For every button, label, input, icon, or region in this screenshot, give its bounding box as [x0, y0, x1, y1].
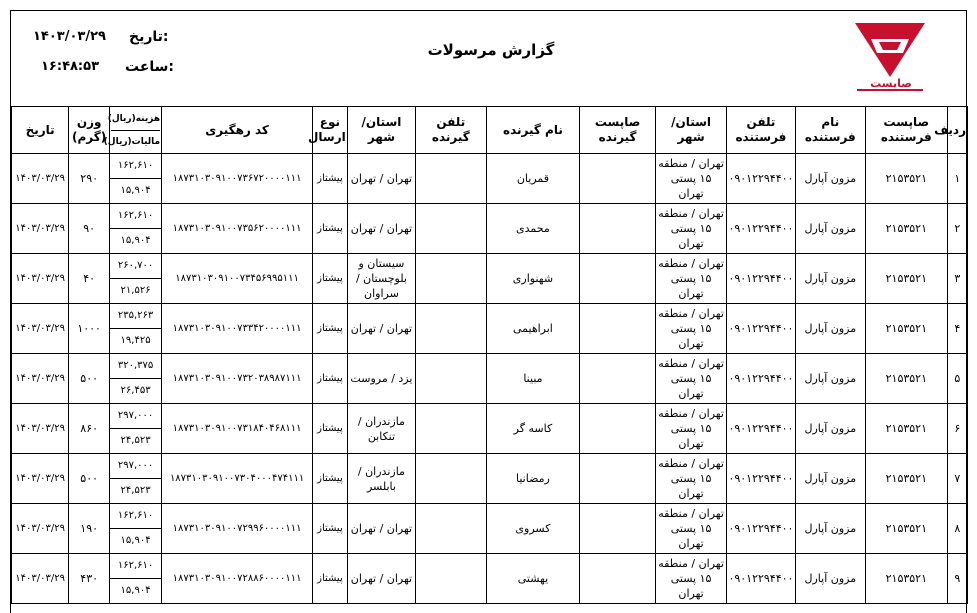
- cell-cost-value: ۱۶۲,۶۱۰: [110, 204, 161, 229]
- cell-date: ۱۴۰۳/۰۳/۲۹: [12, 254, 69, 304]
- cell-cost: [110, 554, 162, 604]
- cell-tracking: ۱۸۷۳۱۰۳۰۹۱۰۰۷۳۶۷۲۰۰۰۰۱۱۱: [162, 154, 313, 204]
- cell-receiver-phone: [416, 554, 486, 604]
- cell-send-type: پیشتاز: [313, 254, 348, 304]
- cell-tracking: ۱۸۷۳۱۰۳۰۹۱۰۰۷۳۴۵۶۹۹۵۱۱۱: [162, 254, 313, 304]
- cell-sender-province: تهران / منطقه ۱۵ پستی تهران: [655, 304, 726, 354]
- table-row: [12, 154, 968, 204]
- cell-tax-value: ۱۵,۹۰۴: [120, 185, 151, 196]
- cell-date: ۱۴۰۳/۰۳/۲۹: [12, 554, 69, 604]
- cell-tax-value: ۲۴,۵۲۳: [120, 435, 151, 446]
- cell-receiver-code: [580, 504, 656, 554]
- cell-sender-phone: ۰۹۰۱۲۲۹۴۴۰۰: [727, 454, 795, 504]
- cell-sender-province: تهران / منطقه ۱۵ پستی تهران: [655, 504, 726, 554]
- cell-receiver-name: رمضانیا: [486, 454, 580, 504]
- cell-receiver-province: تهران / تهران: [347, 204, 415, 254]
- shipments-table: [11, 106, 968, 604]
- cell-send-type: پیشتاز: [313, 404, 348, 454]
- cell-receiver-phone: [416, 154, 486, 204]
- report-page: [10, 10, 967, 613]
- cell-receiver-code: [580, 204, 656, 254]
- cell-send-type: پیشتاز: [313, 454, 348, 504]
- table-row: [12, 554, 968, 604]
- cell-send-type: پیشتاز: [313, 304, 348, 354]
- cell-sender-name: مزون آپارل: [795, 204, 865, 254]
- date-label: تاریخ:: [129, 29, 169, 45]
- table-row: [12, 504, 968, 554]
- cell-date: ۱۴۰۳/۰۳/۲۹: [12, 304, 69, 354]
- cell-row: ۲: [947, 204, 967, 254]
- cell-date: ۱۴۰۳/۰۳/۲۹: [12, 354, 69, 404]
- table-row: [12, 204, 968, 254]
- cell-receiver-province: مازندران / بابلسر: [347, 454, 415, 504]
- col-cost-top: هزینه(ریال): [111, 108, 160, 131]
- cell-receiver-code: [580, 354, 656, 404]
- cell-sender-phone: ۰۹۰۱۲۲۹۴۴۰۰: [727, 254, 795, 304]
- cell-sender-code: ۲۱۵۳۵۲۱: [866, 454, 948, 504]
- cell-receiver-phone: [416, 254, 486, 304]
- cell-date: ۱۴۰۳/۰۳/۲۹: [12, 154, 69, 204]
- cell-receiver-province: تهران / تهران: [347, 504, 415, 554]
- col-cost-bottom: مالیات(ریال): [103, 136, 161, 147]
- cell-weight: ۱۰۰۰: [69, 304, 110, 354]
- col-tracking: کد رهگیری: [162, 107, 313, 154]
- cell-weight: ۵۰۰: [69, 454, 110, 504]
- cell-sender-code: ۲۱۵۳۵۲۱: [866, 404, 948, 454]
- cell-receiver-province: سیستان و بلوچستان / سراوان: [347, 254, 415, 304]
- cell-cost-value: ۱۶۲,۶۱۰: [110, 154, 161, 179]
- cell-cost-value: ۱۶۲,۶۱۰: [110, 504, 161, 529]
- cell-cost-value: ۳۲۰,۳۷۵: [110, 354, 161, 379]
- cell-sender-name: مزون آپارل: [795, 554, 865, 604]
- cell-tracking: ۱۸۷۳۱۰۳۰۹۱۰۰۷۳۱۸۴۰۴۶۸۱۱۱: [162, 404, 313, 454]
- cell-cost: [110, 404, 162, 454]
- table-row: [12, 354, 968, 404]
- cell-row: ۴: [947, 304, 967, 354]
- cell-weight: ۱۹۰: [69, 504, 110, 554]
- cell-tax-value: ۱۵,۹۰۴: [120, 535, 151, 546]
- cell-sender-code: ۲۱۵۳۵۲۱: [866, 304, 948, 354]
- cell-sender-province: تهران / منطقه ۱۵ پستی تهران: [655, 404, 726, 454]
- cell-sender-province: تهران / منطقه ۱۵ پستی تهران: [655, 154, 726, 204]
- cell-receiver-phone: [416, 304, 486, 354]
- cell-sender-name: مزون آپارل: [795, 304, 865, 354]
- cell-tax-value: ۱۹,۴۲۵: [120, 335, 151, 346]
- cell-sender-phone: ۰۹۰۱۲۲۹۴۴۰۰: [727, 504, 795, 554]
- table-body: [12, 154, 968, 604]
- cell-receiver-province: تهران / تهران: [347, 304, 415, 354]
- cell-receiver-phone: [416, 404, 486, 454]
- col-sender-code: صاپست فرستنده: [866, 107, 948, 154]
- cell-date: ۱۴۰۳/۰۳/۲۹: [12, 404, 69, 454]
- col-row: ردیف: [947, 107, 967, 154]
- cell-receiver-code: [580, 304, 656, 354]
- col-send-type: نوع ارسال: [313, 107, 348, 154]
- cell-sender-province: تهران / منطقه ۱۵ پستی تهران: [655, 204, 726, 254]
- cell-row: ۵: [947, 354, 967, 404]
- cell-tax-value: ۲۴,۵۲۳: [120, 485, 151, 496]
- time-value: ۱۶:۴۸:۵۳: [41, 59, 100, 74]
- cell-receiver-name: قمریان: [486, 154, 580, 204]
- cell-receiver-name: شهنواری: [486, 254, 580, 304]
- cell-weight: ۴۰: [69, 254, 110, 304]
- col-receiver-code: صاپست گیرنده: [580, 107, 656, 154]
- table-row: [12, 454, 968, 504]
- cell-cost: [110, 154, 162, 204]
- cell-weight: ۲۹۰: [69, 154, 110, 204]
- cell-receiver-name: کاسه گر: [486, 404, 580, 454]
- col-cost: [103, 107, 162, 154]
- cell-receiver-code: [580, 404, 656, 454]
- cell-sender-name: مزون آپارل: [795, 404, 865, 454]
- col-receiver-name: نام گیرنده: [486, 107, 580, 154]
- table-row: [12, 254, 968, 304]
- cell-cost-value: ۲۹۷,۰۰۰: [110, 404, 161, 429]
- cell-sender-code: ۲۱۵۳۵۲۱: [866, 354, 948, 404]
- cell-sender-code: ۲۱۵۳۵۲۱: [866, 154, 948, 204]
- cell-sender-code: ۲۱۵۳۵۲۱: [866, 504, 948, 554]
- cell-sender-phone: ۰۹۰۱۲۲۹۴۴۰۰: [727, 204, 795, 254]
- cell-receiver-name: محمدی: [486, 204, 580, 254]
- cell-cost: [110, 254, 162, 304]
- cell-cost: [110, 304, 162, 354]
- cell-cost-value: ۲۶۰,۷۰۰: [110, 254, 161, 279]
- col-sender-phone: تلفن فرستنده: [727, 107, 795, 154]
- cell-row: ۸: [947, 504, 967, 554]
- cell-receiver-code: [580, 454, 656, 504]
- cell-sender-code: ۲۱۵۳۵۲۱: [866, 204, 948, 254]
- col-weight: وزن (گرم): [69, 107, 110, 154]
- col-receiver-phone: تلفن گیرنده: [416, 107, 486, 154]
- cell-receiver-phone: [416, 354, 486, 404]
- cell-row: ۷: [947, 454, 967, 504]
- cell-cost-value: ۲۳۵,۲۶۳: [110, 304, 161, 329]
- cell-send-type: پیشتاز: [313, 504, 348, 554]
- cell-sender-province: تهران / منطقه ۱۵ پستی تهران: [655, 554, 726, 604]
- cell-tax-value: ۲۶,۴۵۳: [120, 385, 151, 396]
- table-row: [12, 304, 968, 354]
- cell-cost-value: ۱۶۲,۶۱۰: [110, 554, 161, 579]
- cell-sender-name: مزون آپارل: [795, 254, 865, 304]
- cell-tracking: ۱۸۷۳۱۰۳۰۹۱۰۰۷۳۰۴۰۰۰۴۷۴۱۱۱: [162, 454, 313, 504]
- cell-sender-name: مزون آپارل: [795, 504, 865, 554]
- cell-receiver-code: [580, 554, 656, 604]
- cell-sender-province: تهران / منطقه ۱۵ پستی تهران: [655, 454, 726, 504]
- cell-receiver-code: [580, 154, 656, 204]
- cell-cost-value: ۲۹۷,۰۰۰: [110, 454, 161, 479]
- cell-sender-phone: ۰۹۰۱۲۲۹۴۴۰۰: [727, 154, 795, 204]
- cell-sender-province: تهران / منطقه ۱۵ پستی تهران: [655, 354, 726, 404]
- page-title: گزارش مرسولات: [427, 41, 555, 59]
- cell-weight: ۸۶۰: [69, 404, 110, 454]
- logo-text: صاپست: [870, 77, 912, 90]
- cell-tracking: ۱۸۷۳۱۰۳۰۹۱۰۰۷۲۸۸۶۰۰۰۰۱۱۱: [162, 554, 313, 604]
- cell-sender-phone: ۰۹۰۱۲۲۹۴۴۰۰: [727, 354, 795, 404]
- cell-row: ۶: [947, 404, 967, 454]
- cell-receiver-phone: [416, 504, 486, 554]
- cell-receiver-province: تهران / تهران: [347, 154, 415, 204]
- col-receiver-province: استان/ شهر: [347, 107, 415, 154]
- cell-row: ۳: [947, 254, 967, 304]
- cell-send-type: پیشتاز: [313, 354, 348, 404]
- cell-receiver-province: تهران / تهران: [347, 554, 415, 604]
- cell-send-type: پیشتاز: [313, 154, 348, 204]
- cell-sender-phone: ۰۹۰۱۲۲۹۴۴۰۰: [727, 404, 795, 454]
- cell-tax-value: ۱۵,۹۰۴: [120, 585, 151, 596]
- col-date: تاریخ: [12, 107, 69, 154]
- cell-sender-province: تهران / منطقه ۱۵ پستی تهران: [655, 254, 726, 304]
- cell-tracking: ۱۸۷۳۱۰۳۰۹۱۰۰۷۲۹۹۶۰۰۰۰۱۱۱: [162, 504, 313, 554]
- cell-tracking: ۱۸۷۳۱۰۳۰۹۱۰۰۷۳۵۶۲۰۰۰۰۱۱۱: [162, 204, 313, 254]
- cell-weight: ۵۰۰: [69, 354, 110, 404]
- report-header: [11, 11, 966, 106]
- cell-tax-value: ۲۱,۵۲۶: [120, 285, 151, 296]
- cell-tracking: ۱۸۷۳۱۰۳۰۹۱۰۰۷۳۳۴۲۰۰۰۰۱۱۱: [162, 304, 313, 354]
- cell-cost: [110, 454, 162, 504]
- cell-weight: ۴۳۰: [69, 554, 110, 604]
- cell-date: ۱۴۰۳/۰۳/۲۹: [12, 204, 69, 254]
- col-sender-province: استان/ شهر: [655, 107, 726, 154]
- cell-send-type: پیشتاز: [313, 204, 348, 254]
- cell-row: ۱: [947, 154, 967, 204]
- cell-sender-name: مزون آپارل: [795, 354, 865, 404]
- cell-receiver-province: مازندران / تنکابن: [347, 404, 415, 454]
- cell-tracking: ۱۸۷۳۱۰۳۰۹۱۰۰۷۳۲۰۳۸۹۸۷۱۱۱: [162, 354, 313, 404]
- cell-cost: [110, 354, 162, 404]
- cell-cost: [110, 204, 162, 254]
- cell-date: ۱۴۰۳/۰۳/۲۹: [12, 504, 69, 554]
- cell-sender-name: مزون آپارل: [795, 154, 865, 204]
- time-label: ساعت:: [125, 59, 175, 75]
- cell-send-type: پیشتاز: [313, 554, 348, 604]
- cell-cost: [110, 504, 162, 554]
- cell-receiver-phone: [416, 454, 486, 504]
- cell-receiver-name: مبینا: [486, 354, 580, 404]
- cell-receiver-province: یزد / مروست: [347, 354, 415, 404]
- cell-date: ۱۴۰۳/۰۳/۲۹: [12, 454, 69, 504]
- cell-receiver-code: [580, 254, 656, 304]
- date-value: ۱۴۰۳/۰۳/۲۹: [33, 29, 106, 44]
- cell-receiver-name: ابراهیمی: [486, 304, 580, 354]
- cell-sender-phone: ۰۹۰۱۲۲۹۴۴۰۰: [727, 304, 795, 354]
- cell-sender-code: ۲۱۵۳۵۲۱: [866, 554, 948, 604]
- cell-receiver-name: یهشتی: [486, 554, 580, 604]
- cell-sender-name: مزون آپارل: [795, 454, 865, 504]
- cell-sender-phone: ۰۹۰۱۲۲۹۴۴۰۰: [727, 554, 795, 604]
- cell-sender-code: ۲۱۵۳۵۲۱: [866, 254, 948, 304]
- table-header-row: [12, 107, 968, 154]
- cell-receiver-phone: [416, 204, 486, 254]
- cell-receiver-name: کسروی: [486, 504, 580, 554]
- cell-row: ۹: [947, 554, 967, 604]
- cell-weight: ۹۰: [69, 204, 110, 254]
- cell-tax-value: ۱۵,۹۰۴: [120, 235, 151, 246]
- table-row: [12, 404, 968, 454]
- col-sender-name: نام فرستنده: [795, 107, 865, 154]
